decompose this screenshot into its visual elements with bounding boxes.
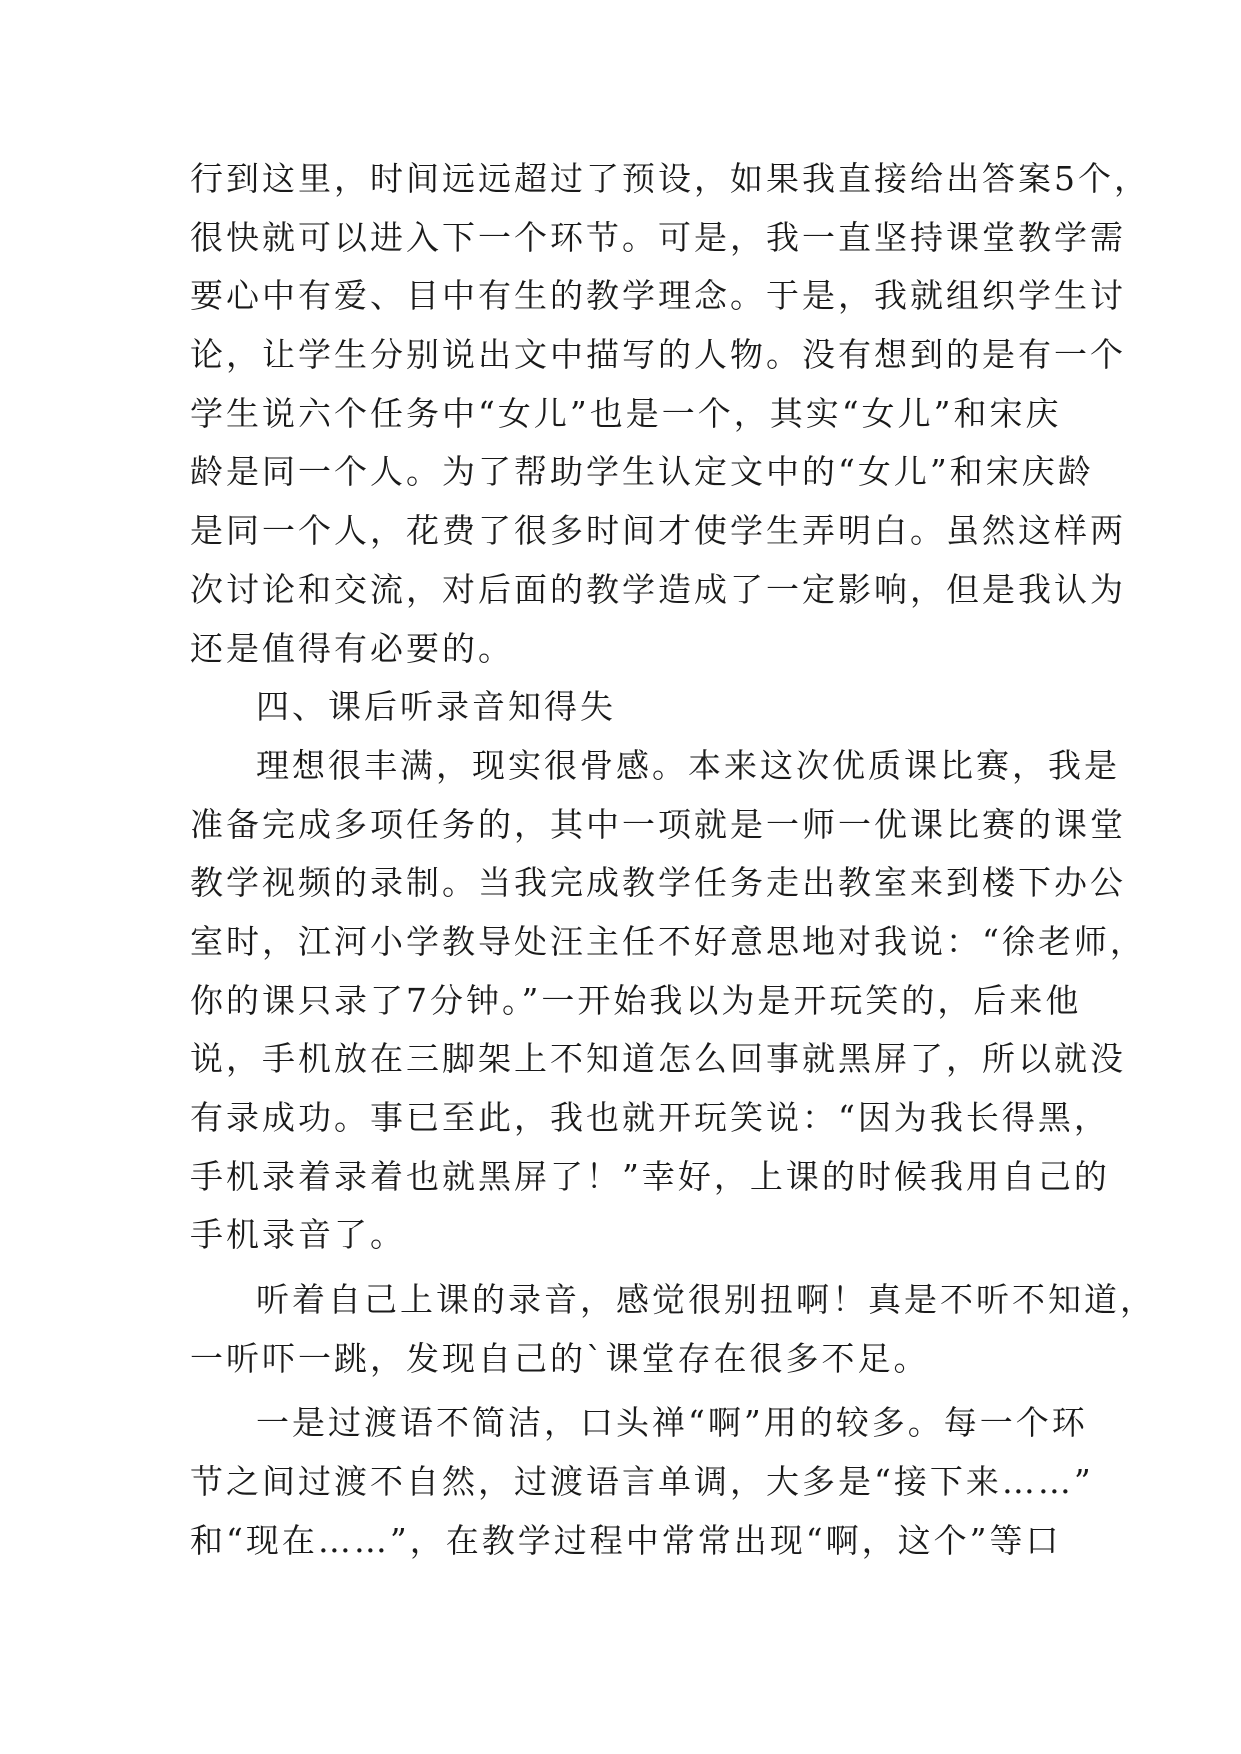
text-line: 手机录着录着也就黑屏了！”幸好，上课的时候我用自己的	[190, 1156, 1110, 1196]
text-line: 一听吓一跳，发现自己的`课堂存在很多不足。	[190, 1338, 930, 1378]
text-line: 理想很丰满，现实很骨感。本来这次优质课比赛，我是	[256, 745, 1120, 785]
text-line: 你的课只录了7分钟。”一开始我以为是开玩笑的，后来他	[190, 980, 1082, 1020]
document-body	[190, 150, 1156, 1571]
text-line: 还是值得有必要的。	[190, 628, 514, 668]
text-line: 和“现在……”，在教学过程中常常出现“啊，这个”等口	[190, 1520, 1062, 1560]
text-line: 有录成功。事已至此，我也就开玩笑说：“因为我长得黑，	[190, 1098, 1110, 1137]
text-line: 学生说六个任务中“女儿”也是一个，其实“女儿”和宋庆	[190, 393, 1062, 433]
text-line: 节之间过渡不自然，过渡语言单调，大多是“接下来……”	[190, 1462, 1094, 1502]
text-line: 一是过渡语不简洁，口头禅“啊”用的较多。每一个环	[256, 1403, 1088, 1443]
text-line: 次讨论和交流，对后面的教学造成了一定影响，但是我认为	[190, 569, 1126, 609]
text-line: 手机录音了。	[190, 1215, 406, 1255]
section-heading: 四、课后听录音知得失	[256, 687, 616, 727]
text-line: 是同一个人，花费了很多时间才使学生弄明白。虽然这样两	[190, 511, 1126, 551]
text-line: 要心中有爱、目中有生的教学理念。于是，我就组织学生讨	[190, 276, 1126, 316]
text-line: 教学视频的录制。当我完成教学任务走出教室来到楼下办公	[190, 863, 1126, 903]
text-line: 龄是同一个人。为了帮助学生认定文中的“女儿”和宋庆龄	[190, 452, 1094, 492]
text-line: 准备完成多项任务的，其中一项就是一师一优课比赛的课堂	[190, 804, 1126, 844]
text-line: 听着自己上课的录音，感觉很别扭啊！真是不听不知道，	[256, 1280, 1156, 1320]
text-line: 说，手机放在三脚架上不知道怎么回事就黑屏了，所以就没	[190, 1039, 1126, 1079]
text-line: 很快就可以进入下一个环节。可是，我一直坚持课堂教学需	[190, 217, 1126, 257]
text-line: 论，让学生分别说出文中描写的人物。没有想到的是有一个	[190, 335, 1126, 375]
text-line: 室时，江河小学教导处汪主任不好意思地对我说：“徐老师，	[190, 921, 1146, 961]
text-line: 行到这里，时间远远超过了预设，如果我直接给出答案5个，	[190, 159, 1150, 198]
